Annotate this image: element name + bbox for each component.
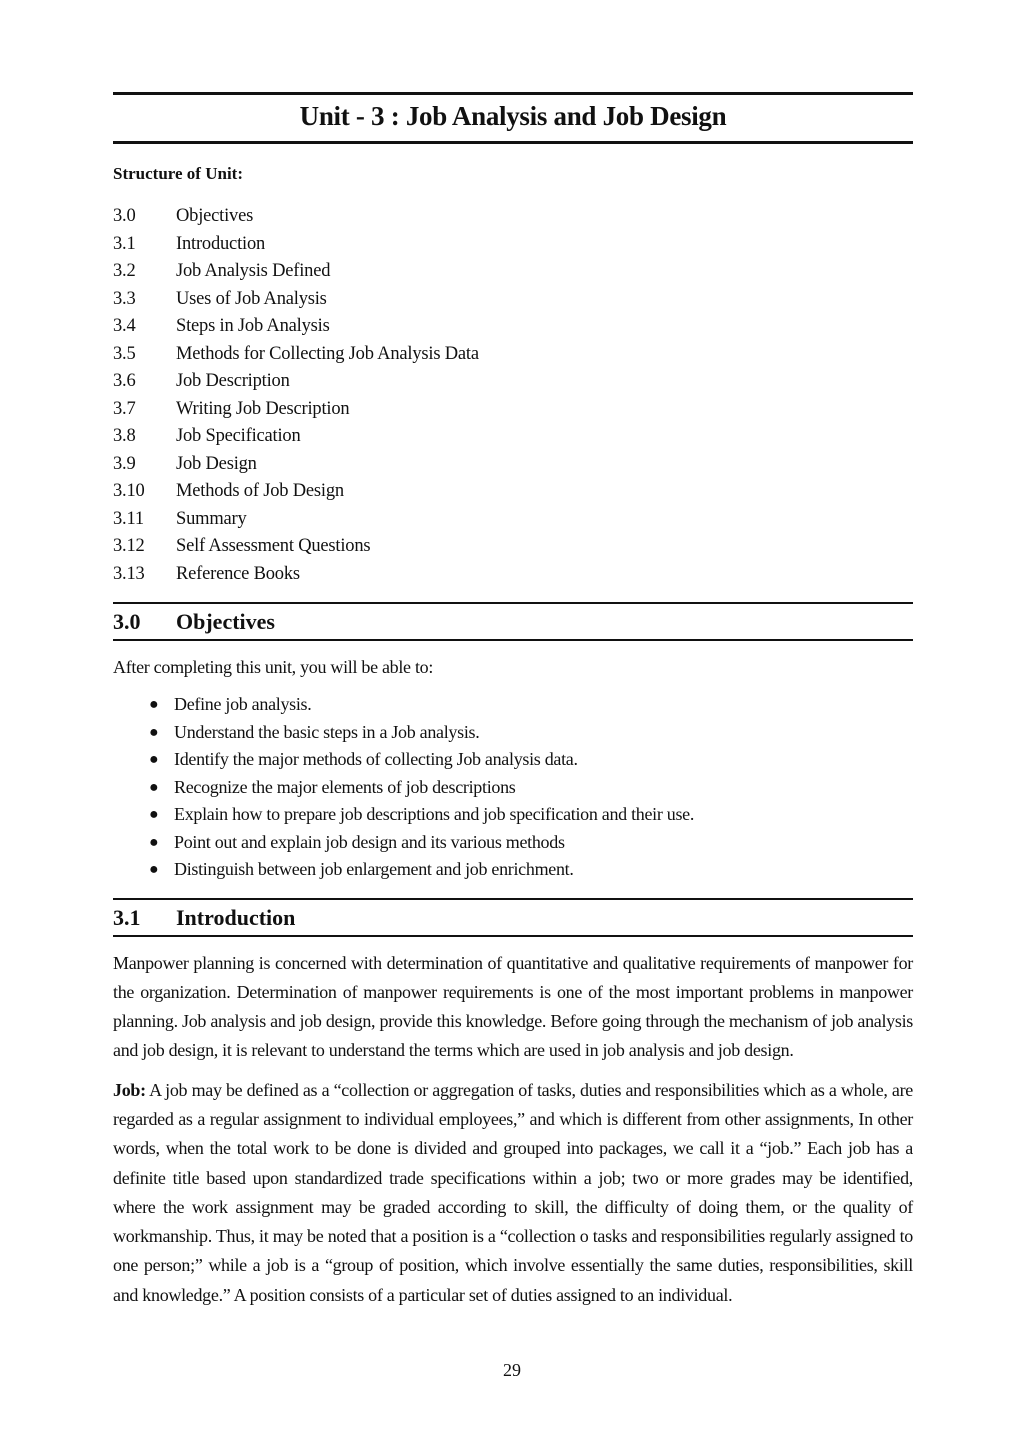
list-item xyxy=(149,829,913,857)
toc-label: Objectives xyxy=(176,206,254,226)
toc-number: 3.9 xyxy=(113,453,136,474)
table-of-contents xyxy=(113,203,913,588)
toc-number: 3.8 xyxy=(113,426,136,446)
toc-item xyxy=(113,478,913,506)
toc-label: Reference Books xyxy=(176,563,300,584)
bullet-icon: ● xyxy=(149,751,159,768)
list-item-text: Distinguish between job enlargement and job enrichment. xyxy=(174,859,574,879)
toc-number: 3.2 xyxy=(113,261,136,281)
toc-item xyxy=(113,368,913,396)
toc-number: 3.7 xyxy=(113,398,136,419)
toc-item xyxy=(113,423,913,451)
toc-item xyxy=(113,451,913,479)
objectives-intro: After completing this unit, you will be able to: xyxy=(113,657,434,677)
toc-label: Job Specification xyxy=(176,426,301,446)
toc-item xyxy=(113,506,913,534)
toc-label: Self Assessment Questions xyxy=(176,536,371,556)
bullet-icon: ● xyxy=(149,833,159,851)
toc-label: Job Design xyxy=(176,453,257,474)
toc-number: 3.12 xyxy=(113,536,145,556)
toc-item xyxy=(113,561,913,589)
page-number: 29 xyxy=(503,1360,521,1380)
list-item-text: Point out and explain job design and its various methods xyxy=(174,831,565,852)
toc-label: Writing Job Description xyxy=(176,398,350,419)
section-number: 3.0 xyxy=(113,609,141,634)
toc-label: Methods of Job Design xyxy=(176,481,344,501)
toc-label: Steps in Job Analysis xyxy=(176,316,330,336)
section-title: Objectives xyxy=(176,609,275,634)
toc-item xyxy=(113,533,913,561)
list-item-text: Identify the major methods of collecting Job analysis data. xyxy=(174,749,578,769)
list-item-text: Understand the basic steps in a Job analysis. xyxy=(174,721,480,742)
document-page xyxy=(113,92,913,1310)
toc-number: 3.3 xyxy=(113,288,136,309)
bullet-icon: ● xyxy=(149,778,159,796)
toc-number: 3.1 xyxy=(113,233,136,254)
job-definition-paragraph xyxy=(113,1076,913,1310)
introduction-paragraph: Manpower planning is concerned with determination of quantitative and qualitative requirements of manpower for the organization. Determination of manpower requirements is one of the most important problems in manpower planning. Job analysis and job design, provide this knowledge. Before going through the mechanism of job analysis and job design, it is relevant to understand the terms which are used in job analysis and job design. xyxy=(113,952,913,1061)
bullet-icon: ● xyxy=(149,806,159,823)
bullet-icon: ● xyxy=(149,723,159,741)
toc-number: 3.4 xyxy=(113,316,136,336)
toc-number: 3.10 xyxy=(113,481,145,501)
toc-number: 3.11 xyxy=(113,508,144,529)
section-title: Introduction xyxy=(176,904,296,930)
list-item-text: Recognize the major elements of job descriptions xyxy=(174,776,516,797)
toc-item xyxy=(113,258,913,286)
toc-item xyxy=(113,396,913,424)
toc-item xyxy=(113,231,913,259)
list-item-text: Explain how to prepare job descriptions and job specification and their use. xyxy=(174,804,695,824)
unit-title: Unit - 3 : Job Analysis and Job Design xyxy=(299,101,727,131)
bullet-icon: ● xyxy=(149,696,159,713)
list-item xyxy=(149,774,913,802)
list-item xyxy=(149,746,913,774)
job-term-label: Job: xyxy=(113,1079,146,1100)
list-item xyxy=(149,719,913,747)
toc-item xyxy=(113,286,913,314)
section-heading-objectives xyxy=(113,602,913,641)
objectives-list xyxy=(113,691,913,884)
list-item xyxy=(149,856,913,884)
list-item xyxy=(149,801,913,829)
toc-number: 3.13 xyxy=(113,563,145,584)
list-item-text: Define job analysis. xyxy=(174,694,312,714)
section-heading-introduction xyxy=(113,898,913,937)
toc-label: Summary xyxy=(176,508,247,529)
bullet-icon: ● xyxy=(149,861,159,878)
list-item xyxy=(149,691,913,719)
toc-number: 3.0 xyxy=(113,206,136,226)
toc-number: 3.5 xyxy=(113,343,136,364)
toc-item xyxy=(113,313,913,341)
toc-label: Introduction xyxy=(176,233,266,254)
toc-label: Job Analysis Defined xyxy=(176,261,331,281)
section-number: 3.1 xyxy=(113,904,141,930)
toc-label: Uses of Job Analysis xyxy=(176,288,327,309)
toc-number: 3.6 xyxy=(113,371,136,391)
toc-label: Job Description xyxy=(176,371,290,391)
toc-item xyxy=(113,341,913,369)
structure-heading: Structure of Unit: xyxy=(113,164,243,183)
job-definition-text: A job may be defined as a “collection or aggregation of tasks, duties and responsibilities which as a whole, are regarded as a regular assignment to individual employees,” and which is different from other assignments, In other words, when the total work to be done is divided and grouped into packages, we call it a “job.” Each job has a definite title based upon standardized trade specifications within a job; two or more grades may be identified, where the work assignment may be graded according to skill, the difficulty of doing them, or the quality of workmanship. Thus, it may be noted that a position is a “collection o tasks and responsibilities regularly assigned to one person;” while a job is a “group of position, which involve essentially the same duties, responsibilities, skill and knowledge.” A position consists of a particular set of duties assigned to an individual. xyxy=(113,1079,913,1305)
toc-label: Methods for Collecting Job Analysis Data xyxy=(176,343,479,364)
title-bottom-rule xyxy=(113,141,913,144)
toc-item xyxy=(113,203,913,231)
